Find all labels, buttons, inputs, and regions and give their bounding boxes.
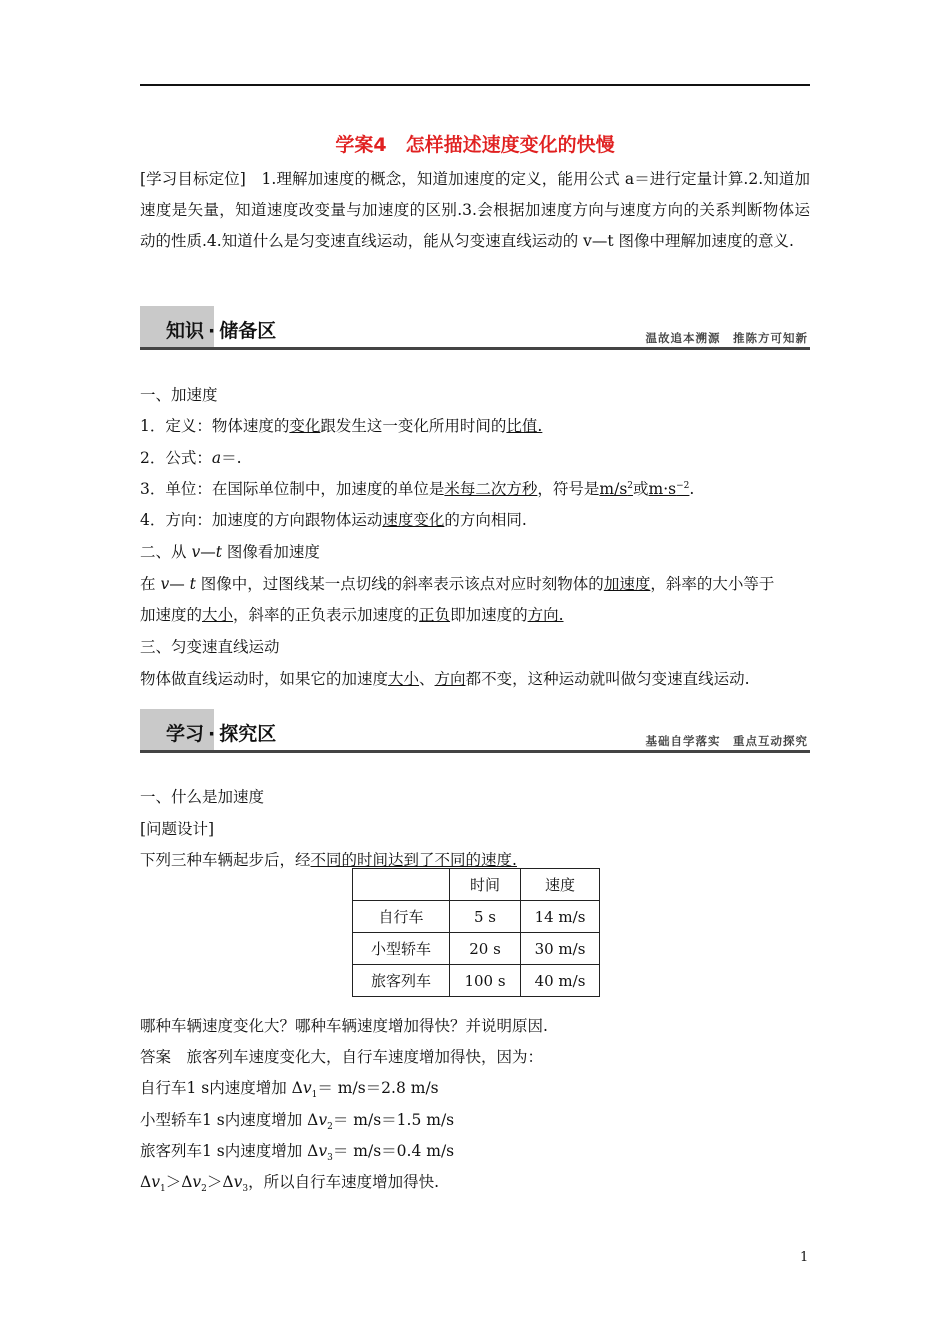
calc-line-bicycle: 自行车1 s内速度增加 $\Delta v_1= m/s=2.8$ m/s [140,1079,439,1101]
section-tagline: 基础自学落实 重点互动探究 [645,734,808,748]
section-main-label: 知识 [166,320,205,342]
table-cell: 小型轿车 [353,933,450,965]
direction-line: 4．方向：加速度的方向跟物体运动速度变化的方向相同. [140,511,527,529]
definition-line: 1．定义：物体速度的变化跟发生这一变化所用时间的比值. [140,417,543,435]
graph-line-1: 在 v— t 图像中，过图线某一点切线的斜率表示该点对应时刻物体的加速度，斜率的大小等于 [140,575,775,593]
page-title: 学案4 怎样描述速度变化的快慢 [335,134,615,156]
table-cell: 20 s [450,933,521,965]
conclusion-line: $\Delta v_1>\Delta v_2>\Delta v_3$，所以自行车速度增加得快. [140,1173,440,1195]
header-rule [140,84,810,86]
heading-vt-graph: 二、从 v—t 图像看加速度 [140,543,320,561]
calc-line-train: 旅客列车1 s内速度增加 $\Delta v_3= m/s=0.4$ m/s [140,1142,455,1164]
table-cell: 40 m/s [521,965,600,997]
knowledge-section-header: 知识 · 储备区 温故追本溯源 推陈方可知新 [140,306,810,350]
unit-line: 3．单位：在国际单位制中，加速度的单位是米每二次方秒，符号是$m/s^2$或$m\cdot s^{-2}$. [140,480,695,498]
question-line: 哪种车辆速度变化大？哪种车辆速度增加得快？并说明原因. [140,1017,548,1035]
table-row [353,901,600,933]
table-row [353,933,600,965]
table-cell: 5 s [450,901,521,933]
heading-acceleration: 一、加速度 [140,386,218,404]
table-header-row [353,869,600,901]
table-row [353,965,600,997]
section-sub-label: 储备区 [219,320,277,342]
table-cell: 14 m/s [521,901,600,933]
calc-line-car: 小型轿车1 s内速度增加 $\Delta v_2= m/s=1.5$ m/s [140,1111,455,1133]
section-main-label: 学习 [166,723,205,745]
study-section-header: 学习 · 探究区 基础自学落实 重点互动探究 [140,709,810,753]
table-cell: 旅客列车 [353,965,450,997]
section-tagline: 温故追本溯源 推陈方可知新 [645,331,808,345]
formula-line: 2．公式：a＝. [140,449,242,467]
graph-line-2: 加速度的大小，斜率的正负表示加速度的正负即加速度的方向. [140,606,564,624]
problem-design-label: [问题设计] [140,820,215,838]
table-header-cell: 速度 [521,869,600,901]
heading-uniform-motion: 三、匀变速直线运动 [140,638,280,656]
table-header-cell [353,869,450,901]
answer-line: 答案 旅客列车速度变化大，自行车速度增加得快，因为： [140,1048,544,1066]
table-cell: 30 m/s [521,933,600,965]
table-cell: 自行车 [353,901,450,933]
table-cell: 100 s [450,965,521,997]
objectives-text: 1.理解加速度的概念，知道加速度的定义，能用公式 a＝进行定量计算.2.知道加速度是矢量，知道速度改变量与加速度的区别.3.会根据加速度方向与速度方向的关系判断物体运动的性质.4.知道什么是匀变速直线运动，能从匀变速直线运动的 v—t 图像中理解加速度的意义. [140,170,810,250]
section-rule [140,750,810,753]
objectives-label: [学习目标定位] [140,170,246,188]
section-sub-label: 探究区 [219,723,277,745]
vehicle-table [352,868,600,997]
table-header-cell: 时间 [450,869,521,901]
heading-what-is-acceleration: 一、什么是加速度 [140,788,265,806]
learning-objectives [140,164,810,257]
table-intro: 下列三种车辆起步后，经不同的时间达到了不同的速度. [140,851,517,869]
page-number: 1 [800,1250,809,1265]
section-rule [140,347,810,350]
uniform-motion-line: 物体做直线运动时，如果它的加速度大小、方向都不变，这种运动就叫做匀变速直线运动. [140,670,750,688]
